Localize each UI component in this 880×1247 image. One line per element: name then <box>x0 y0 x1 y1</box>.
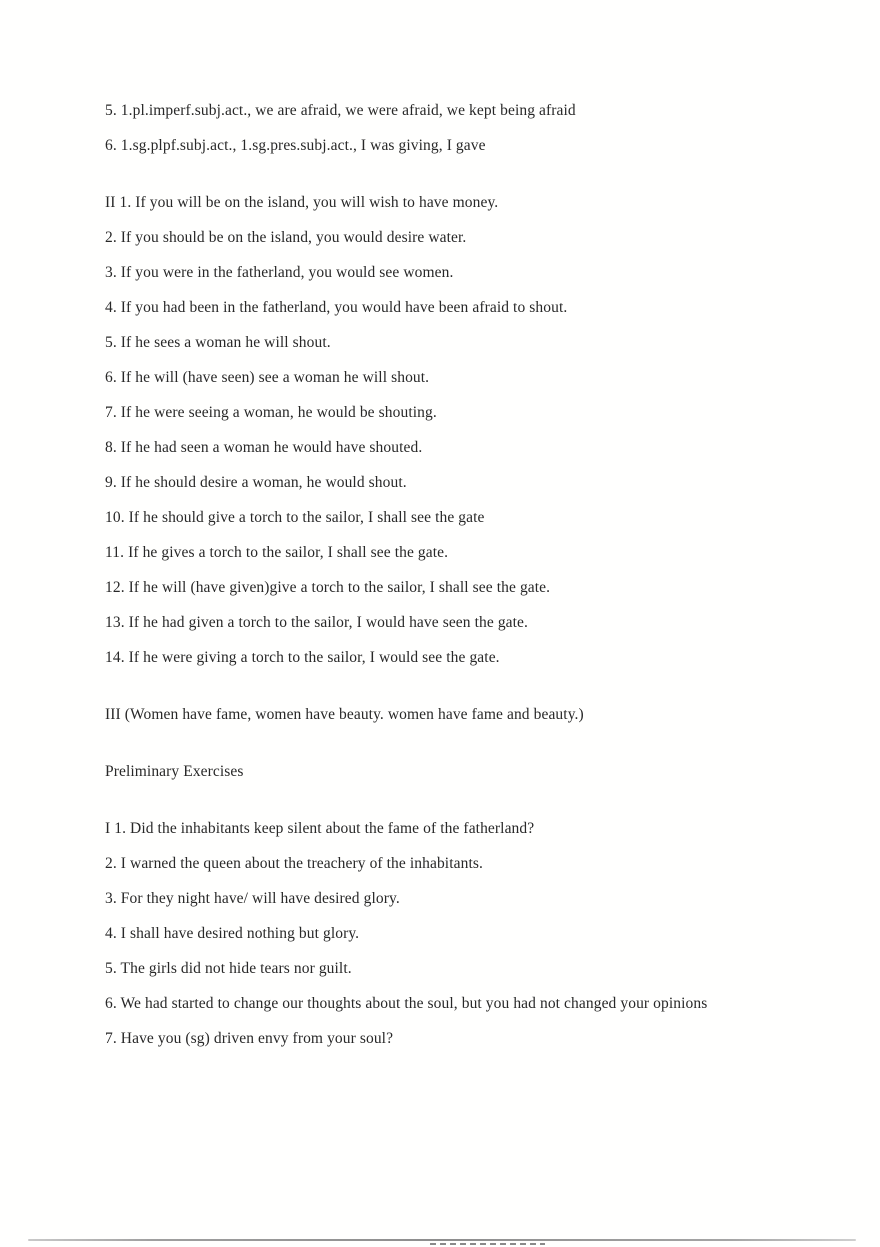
text-line: 8. If he had seen a woman he would have shouted. <box>105 439 423 456</box>
section-heading: Preliminary Exercises <box>105 763 244 780</box>
text-line: 9. If he should desire a woman, he would shout. <box>105 474 407 491</box>
text-line: 2. I warned the queen about the treachery of the inhabitants. <box>105 855 483 872</box>
text-line: 13. If he had given a torch to the sailor, I would have seen the gate. <box>105 614 529 631</box>
text-line: 4. If you had been in the fatherland, you would have been afraid to shout. <box>105 299 568 316</box>
page-bottom-edge <box>28 1239 856 1241</box>
text-line: 4. I shall have desired nothing but glory. <box>105 925 360 942</box>
text-line: 5. If he sees a woman he will shout. <box>105 334 331 351</box>
text-line: 5. 1.pl.imperf.subj.act., we are afraid, we were afraid, we kept being afraid <box>105 102 576 119</box>
text-line: 5. The girls did not hide tears nor guilt. <box>105 960 352 977</box>
text-line-section-III: III (Women have fame, women have beauty. women have fame and beauty.) <box>105 706 584 723</box>
text-line-section-I: I 1. Did the inhabitants keep silent about the fame of the fatherland? <box>105 820 535 837</box>
page-bottom-edge-mark <box>430 1243 545 1245</box>
text-line: 12. If he will (have given)give a torch to the sailor, I shall see the gate. <box>105 579 551 596</box>
text-line: 14. If he were giving a torch to the sailor, I would see the gate. <box>105 649 500 666</box>
text-line: 7. Have you (sg) driven envy from your soul? <box>105 1030 394 1047</box>
text-line: 10. If he should give a torch to the sailor, I shall see the gate <box>105 509 485 526</box>
text-line: 6. If he will (have seen) see a woman he will shout. <box>105 369 430 386</box>
text-line: 3. For they night have/ will have desired glory. <box>105 890 400 907</box>
text-line: 7. If he were seeing a woman, he would be shouting. <box>105 404 437 421</box>
text-line: 6. We had started to change our thoughts about the soul, but you had not changed your opinions <box>105 995 708 1012</box>
text-line: 2. If you should be on the island, you would desire water. <box>105 229 467 246</box>
document-body <box>105 100 750 1063</box>
text-line: 3. If you were in the fatherland, you would see women. <box>105 264 454 281</box>
text-line: 11. If he gives a torch to the sailor, I shall see the gate. <box>105 544 449 561</box>
text-line-section-II: II 1. If you will be on the island, you will wish to have money. <box>105 194 499 211</box>
text-line: 6. 1.sg.plpf.subj.act., 1.sg.pres.subj.act., I was giving, I gave <box>105 137 486 154</box>
